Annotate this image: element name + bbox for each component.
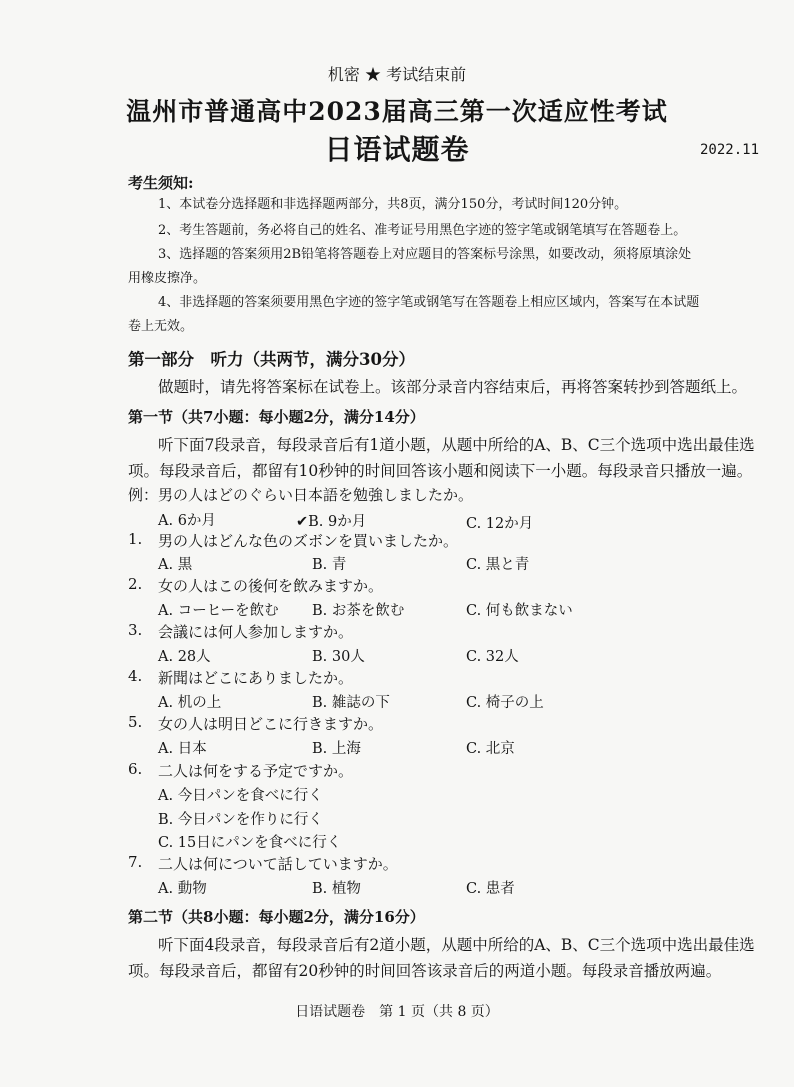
- part1-instruction: 做题时，请先将答案标在试卷上。该部分录音内容结束后，再将答案转抄到答题纸上。: [158, 378, 748, 396]
- question-text: 二人は何について話していますか。: [158, 855, 398, 873]
- option-b: B. 30人: [312, 649, 365, 665]
- option-b: B. 雑誌の下: [312, 695, 390, 711]
- question-number: 3.: [128, 621, 143, 639]
- question-number: 7.: [128, 853, 143, 871]
- part1-heading: 第一部分 听力（共两节，满分30分）: [128, 350, 415, 369]
- question-text: 男の人はどんな色のズボンを買いましたか。: [158, 532, 459, 550]
- option-b: B. 今日パンを作りに行く: [158, 812, 323, 828]
- notice-item-3-cont: 用橡皮擦净。: [128, 271, 207, 286]
- example-option-b-checked: ✔B. 9か月: [296, 514, 367, 530]
- option-c: C. 椅子の上: [466, 695, 544, 711]
- example-option-c: C. 12か月: [466, 516, 534, 532]
- option-c: C. 北京: [466, 741, 515, 757]
- option-a: A. 28人: [158, 649, 211, 665]
- confidential-label: 机密 ★ 考试结束前: [327, 65, 467, 84]
- option-b: B. お茶を飲む: [312, 603, 405, 619]
- option-a: A. 日本: [158, 741, 207, 757]
- question-text: 女の人は明日どこに行きますか。: [158, 715, 384, 733]
- option-a: A. コーヒーを飲む: [158, 603, 279, 619]
- notice-item-3: 3、选择题的答案须用2B铅笔将答题卷上对应题目的答案标号涂黑，如要改动，须将原填涂处: [158, 247, 692, 262]
- exam-title: 温州市普通高中2023届高三第一次适应性考试: [126, 97, 668, 126]
- option-a: A. 机の上: [158, 695, 222, 711]
- option-b: B. 青: [312, 557, 347, 573]
- question-text: 女の人はこの後何を飲みますか。: [158, 577, 384, 595]
- option-c: C. 15日にパンを食べに行く: [158, 835, 342, 851]
- option-a: A. 黒: [158, 557, 193, 573]
- paper-subtitle: 日语试题卷: [324, 133, 470, 166]
- option-b: B. 上海: [312, 741, 361, 757]
- option-b: B. 植物: [312, 881, 361, 897]
- section2-instruction-line2: 项。每段录音后，都留有20秒钟的时间回答该录音后的两道小题。每段录音播放两遍。: [128, 962, 722, 980]
- section2-instruction-line1: 听下面4段录音，每段录音后有2道小题，从题中所给的A、B、C三个选项中选出最佳选: [158, 936, 755, 954]
- option-c: C. 黒と青: [466, 557, 530, 573]
- page-footer: 日语试题卷 第 1 页（共 8 页）: [295, 1004, 499, 1020]
- notice-item-2: 2、考生答题前，务必将自己的姓名、准考证号用黑色字迹的签字笔或钢笔填写在答题卷上。: [158, 223, 687, 238]
- question-number: 2.: [128, 575, 143, 593]
- section2-heading: 第二节（共8小题：每小题2分，满分16分）: [128, 908, 425, 926]
- notice-item-4-cont: 卷上无效。: [128, 319, 194, 334]
- option-a: A. 動物: [158, 881, 207, 897]
- question-text: 二人は何をする予定ですか。: [158, 762, 354, 780]
- option-c: C. 患者: [466, 881, 515, 897]
- exam-date: 2022.11: [700, 142, 760, 158]
- option-c: C. 32人: [466, 649, 519, 665]
- question-text: 新聞はどこにありましたか。: [158, 669, 354, 687]
- section1-instruction-line1: 听下面7段录音，每段录音后有1道小题，从题中所给的A、B、C三个选项中选出最佳选: [158, 436, 755, 454]
- question-number: 4.: [128, 667, 143, 685]
- notice-item-1: 1、本试卷分选择题和非选择题两部分，共8页，满分150分，考试时间120分钟。: [158, 197, 628, 212]
- example-prompt: 例：男の人はどのぐらい日本語を勉強しましたか。: [128, 486, 474, 504]
- question-text: 会議には何人参加しますか。: [158, 623, 354, 641]
- section1-instruction-line2: 项。每段录音后，都留有10秒钟的时间回答该小题和阅读下一小题。每段录音只播放一遍。: [128, 462, 753, 480]
- option-a: A. 今日パンを食べに行く: [158, 788, 323, 804]
- section1-heading: 第一节（共7小题：每小题2分，满分14分）: [128, 408, 425, 426]
- question-number: 6.: [128, 760, 143, 778]
- notice-item-4: 4、非选择题的答案须要用黑色字迹的签字笔或钢笔写在答题卷上相应区域内，答案写在本试题: [158, 295, 700, 310]
- notice-heading: 考生须知:: [128, 174, 194, 192]
- option-c: C. 何も飲まない: [466, 603, 573, 619]
- question-number: 5.: [128, 713, 143, 731]
- example-option-a: A. 6か月: [158, 513, 216, 529]
- question-number: 1.: [128, 530, 143, 548]
